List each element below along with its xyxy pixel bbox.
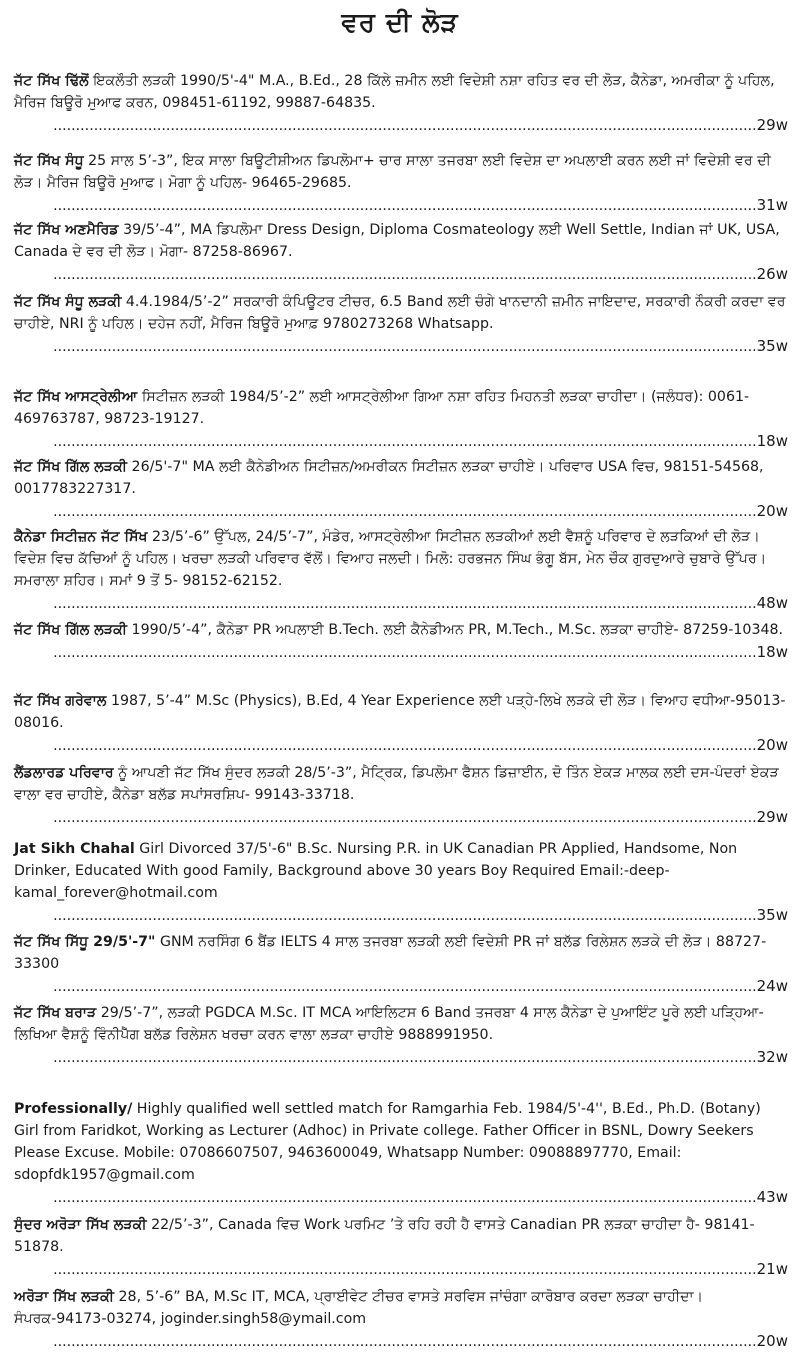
ad-word-count-line: [14, 194, 788, 217]
dot-leader: [53, 908, 757, 924]
ad-headline: ਜੱਟ ਸਿੱਖ ਗਰੇਵਾਲ: [14, 693, 107, 709]
dot-leader: [53, 339, 757, 355]
ad-word-count-line: [14, 641, 788, 664]
page-title: ਵਰ ਦੀ ਲੋੜ: [341, 8, 459, 38]
classified-ad: [14, 1002, 788, 1069]
ad-word-count-line: [14, 430, 788, 453]
classified-ad: [14, 690, 788, 757]
ad-word-count-line: [14, 1046, 788, 1069]
classified-ad: [14, 70, 788, 137]
ad-body: Highly qualified well settled match for Ramgarhia Feb. 1984/5'-4'', B.Ed., Ph.D. (Botany) Girl from Faridkot, Working as Lecturer (Adhoc) in Private college. Father Officer in BSNL, Dowry Seekers Please Excuse. Mobile: 07086607507, 9463600049, Whatsapp Number: 09088897770, Email: sdopfdk1957@gmail.com: [14, 1101, 761, 1183]
dot-leader: [53, 504, 757, 520]
ad-body: 4.4.1984/5’-2” ਸਰਕਾਰੀ ਕੰਪਿਊਟਰ ਟੀਚਰ, 6.5 Band ਲਈ ਚੰਗੇ ਖਾਨਦਾਨੀ ਜ਼ਮੀਨ ਜਾਇਦਾਦ, ਸਰਕਾਰੀ ਨੌਕਰੀ ਕਰਦਾ ਵਰ ਚਾਹੀਏ, NRI ਨੂੰ ਪਹਿਲ। ਦਹੇਜ ਨਹੀਂ, ਮੈਰਿਜ ਬਿਊਰੋ ਮੁਆਫ਼ 9780273268 Whatsapp.: [14, 294, 786, 332]
dot-leader: [53, 1050, 757, 1066]
dot-leader: [53, 979, 757, 995]
ad-headline: ਜੱਟ ਸਿੱਖ ਆਸਟ੍ਰੇਲੀਆ: [14, 389, 138, 405]
dot-leader: [53, 434, 757, 450]
ad-body: GNM ਨਰਸਿੰਗ 6 ਬੈਂਡ IELTS 4 ਸਾਲ ਤਜਰਬਾ ਲੜਕੀ ਲਈ ਵਿਦੇਸ਼ੀ PR ਜਾਂ ਬਲੱਡ ਰਿਲੇਸ਼ਨ ਲੜਕੇ ਦੀ ਲੋੜ। 88727-33300: [14, 934, 767, 972]
classified-ad: [14, 1286, 788, 1353]
ad-word-count: 35w: [756, 906, 788, 924]
dot-leader: [53, 645, 757, 661]
ad-body: 1990/5’-4”, ਕੈਨੇਡਾ PR ਅਪਲਾਈ B.Tech. ਲਈ ਕੈਨੇਡੀਅਨ PR, M.Tech., M.Sc. ਲੜਕਾ ਚਾਹੀਏ- 87259-10348.: [127, 622, 784, 638]
ad-word-count: 43w: [756, 1188, 788, 1206]
ad-headline: ਜੱਟ ਸਿੱਖ ਬਰਾੜ: [14, 1005, 97, 1021]
ad-word-count: 24w: [756, 977, 788, 995]
ad-word-count-line: [14, 1330, 788, 1353]
classified-ad: [14, 931, 788, 998]
ad-body: 39/5’-4”, MA ਡਿਪਲੋਮਾ Dress Design, Diploma Cosmateology ਲਈ Well Settle, Indian ਜਾਂ UK, USA, Canada ਦੇ ਵਰ ਦੀ ਲੋੜ। ਮੋਗਾ- 87258-86967.: [14, 222, 780, 260]
ad-body: ਨੂੰ ਆਪਣੀ ਜੱਟ ਸਿੱਖ ਸੁੰਦਰ ਲੜਕੀ 28/5’-3”, ਮੈਟ੍ਰਿਕ, ਡਿਪਲੋਮਾ ਫੈਸ਼ਨ ਡਿਜ਼ਾਈਨ, ਦੋ ਤਿੰਨ ਏਕੜ ਮਾਲਕ ਲਈ ਦਸ-ਪੰਦਰਾਂ ਏਕੜ ਵਾਲਾ ਵਰ ਚਾਹੀਏ, ਕੈਨੇਡਾ ਬਲੱਡ ਸਪਾਂਸਰਸ਼ਿਪ- 99143-33718.: [14, 765, 779, 803]
ad-word-count: 18w: [756, 643, 788, 661]
classified-ad: [14, 386, 788, 453]
ad-word-count-line: [14, 500, 788, 523]
ad-body: 26/5'-7" MA ਲਈ ਕੈਨੇਡੀਅਨ ਸਿਟੀਜ਼ਨ/ਅਮਰੀਕਨ ਸਿਟੀਜ਼ਨ ਲੜਕਾ ਚਾਹੀਏ। ਪਰਿਵਾਰ USA ਵਿਚ, 98151-54568, 0017783227317.: [14, 459, 764, 497]
ad-body: Girl Divorced 37/5'-6" B.Sc. Nursing P.R. in UK Canadian PR Applied, Handsome, Non Drinker, Educated With good Family, Background above 30 years Boy Required Email:-deep-kamal_forever@hotmail.com: [14, 841, 738, 901]
ad-word-count-line: [14, 263, 788, 286]
classified-ad: [14, 526, 788, 615]
ad-word-count: 32w: [756, 1048, 788, 1066]
ad-word-count-line: [14, 734, 788, 757]
ad-headline: ਅਰੋੜਾ ਸਿੱਖ ਲੜਕੀ: [14, 1289, 115, 1305]
ad-headline: ਜੱਟ ਸਿੱਖ ਗਿੱਲ ਲੜਕੀ: [14, 459, 128, 475]
ad-body: 25 ਸਾਲ 5’-3”, ਇਕ ਸਾਲਾ ਬਿਊਟੀਸ਼ੀਅਨ ਡਿਪਲੋਮਾ+ ਚਾਰ ਸਾਲਾ ਤਜਰਬਾ ਲਈ ਵਿਦੇਸ਼ ਦਾ ਅਪਲਾਈ ਕਰਨ ਲਈ ਜਾਂ ਵਿਦੇਸ਼ੀ ਵਰ ਦੀ ਲੋੜ। ਮੈਰਿਜ ਬਿਊਰੋ ਮੁਆਫ। ਮੋਗਾ ਨੂੰ ਪਹਿਲ- 96465-29685.: [14, 153, 771, 191]
ad-body: ਸਿਟੀਜ਼ਨ ਲੜਕੀ 1984/5’-2” ਲਈ ਆਸਟ੍ਰੇਲੀਆ ਗਿਆ ਨਸ਼ਾ ਰਹਿਤ ਮਿਹਨਤੀ ਲੜਕਾ ਚਾਹੀਦਾ। (ਜਲੰਧਰ): 0061-469763787, 98723-19127.: [14, 389, 750, 427]
ad-headline: ਕੈਨੇਡਾ ਸਿਟੀਜ਼ਨ ਜੱਟ ਸਿੱਖ: [14, 529, 148, 545]
ad-body: 22/5’-3”, Canada ਵਿਚ Work ਪਰਮਿਟ ’ਤੇ ਰਹਿ ਰਹੀ ਹੈ ਵਾਸਤੇ Canadian PR ਲੜਕਾ ਚਾਹੀਦਾ ਹੈ- 98141-51878.: [14, 1217, 755, 1255]
classified-ad: [14, 619, 788, 664]
dot-leader: [53, 810, 757, 826]
ad-word-count: 20w: [756, 1332, 788, 1350]
ad-word-count-line: [14, 592, 788, 615]
ad-headline: ਜੱਟ ਸਿੱਖ ਗਿੱਲ ਲੜਕੀ: [14, 622, 128, 638]
ad-word-count: 26w: [756, 265, 788, 283]
ad-word-count: 29w: [756, 808, 788, 826]
ad-word-count-line: [14, 975, 788, 998]
dot-leader: [53, 738, 757, 754]
ad-word-count: 48w: [756, 594, 788, 612]
ad-word-count: 20w: [756, 736, 788, 754]
ad-headline: Jat Sikh Chahal: [14, 841, 135, 857]
ad-headline: Professionally/: [14, 1101, 133, 1117]
ad-headline: ਜੱਟ ਸਿੱਖ ਢਿੱਲੋਂ: [14, 73, 89, 89]
ad-body: 29/5’-7”, ਲੜਕੀ PGDCA M.Sc. IT MCA ਆਇਲਿਟਸ 6 Band ਤਜਰਬਾ 4 ਸਾਲ ਕੈਨੇਡਾ ਦੇ ਪੁਆਇੰਟ ਪੂਰੇ ਲਈ ਪੜ੍ਹਿਆ-ਲਿਖਿਆ ਵੈਸ਼ਨੂੰ ਵਿੰਨੀਪੈੱਗ ਬਲੱਡ ਰਿਲੇਸ਼ਨ ਖਰਚਾ ਕਰਨ ਵਾਲਾ ਲੜਕਾ ਚਾਹੀਏ 9888991950.: [14, 1005, 764, 1043]
ad-body: ਇਕਲੌਤੀ ਲੜਕੀ 1990/5'-4" M.A., B.Ed., 28 ਕਿੱਲੇ ਜ਼ਮੀਨ ਲਈ ਵਿਦੇਸ਼ੀ ਨਸ਼ਾ ਰਹਿਤ ਵਰ ਦੀ ਲੋੜ, ਕੈਨੇਡਾ, ਅਮਰੀਕਾ ਨੂੰ ਪਹਿਲ, ਮੈਰਿਜ ਬਿਊਰੋ ਮੁਆਫ ਕਰਨ, 098451-61192, 99887-64835.: [14, 73, 775, 111]
ad-word-count: 29w: [756, 116, 788, 134]
ad-word-count-line: [14, 114, 788, 137]
ad-word-count-line: [14, 806, 788, 829]
classified-ad: [14, 219, 788, 286]
dot-leader: [53, 1262, 757, 1278]
dot-leader: [53, 267, 757, 283]
ad-word-count: 21w: [756, 1260, 788, 1278]
ad-headline: ਲੈਂਡਲਾਰਡ ਪਰਿਵਾਰ: [14, 765, 114, 781]
classified-ad: [14, 1214, 788, 1281]
ad-headline: ਜੱਟ ਸਿੱਖ ਸੰਧੂ ਲੜਕੀ: [14, 294, 122, 310]
dot-leader: [53, 1334, 757, 1350]
dot-leader: [53, 596, 757, 612]
ad-headline: ਜੱਟ ਸਿੱਖ ਸੰਧੂ: [14, 153, 84, 169]
classified-ad: [14, 762, 788, 829]
ad-word-count: 20w: [756, 502, 788, 520]
classified-ad: [14, 291, 788, 358]
ad-headline: ਸੁੰਦਰ ਅਰੋੜਾ ਸਿੱਖ ਲੜਕੀ: [14, 1217, 147, 1233]
classified-ad: [14, 1098, 788, 1209]
ad-headline: ਜੱਟ ਸਿੱਖ ਅਣਮੈਰਿਡ: [14, 222, 119, 238]
ad-word-count-line: [14, 1186, 788, 1209]
classified-ad: [14, 838, 788, 927]
ad-body: 1987, 5’-4” M.Sc (Physics), B.Ed, 4 Year Experience ਲਈ ਪੜ੍ਹੇ-ਲਿਖੇ ਲੜਕੇ ਦੀ ਲੋੜ। ਵਿਆਹ ਵਧੀਆ-95013-08016.: [14, 693, 786, 731]
classified-ad: [14, 150, 788, 217]
dot-leader: [53, 118, 757, 134]
ad-word-count-line: [14, 1258, 788, 1281]
ad-word-count: 18w: [756, 432, 788, 450]
dot-leader: [53, 1190, 757, 1206]
ad-headline: ਜੱਟ ਸਿੱਖ ਸਿੱਧੂ 29/5'-7": [14, 934, 156, 950]
ad-word-count-line: [14, 335, 788, 358]
ad-word-count: 35w: [756, 337, 788, 355]
ad-body: 28, 5’-6” BA, M.Sc IT, MCA, ਪ੍ਰਾਈਵੇਟ ਟੀਚਰ ਵਾਸਤੇ ਸਰਵਿਸ ਜਾਂਚੰਗਾ ਕਾਰੋਬਾਰ ਕਰਦਾ ਲੜਕਾ ਚਾਹੀਦਾ। ਸੰਪਰਕ-94173-03274, joginder.singh58@ymail.com: [14, 1289, 704, 1327]
ad-word-count-line: [14, 904, 788, 927]
ad-word-count: 31w: [756, 196, 788, 214]
classified-ad: [14, 456, 788, 523]
dot-leader: [53, 198, 757, 214]
ad-body: 23/5’-6” ਉੱਪਲ, 24/5’-7”, ਮੰਡੇਰ, ਆਸਟ੍ਰੇਲੀਆ ਸਿਟੀਜ਼ਨ ਲੜਕੀਆਂ ਲਈ ਵੈਸ਼ਨੂੰ ਪਰਿਵਾਰ ਦੇ ਲੜਕਿਆਂ ਦੀ ਲੋੜ। ਵਿਦੇਸ਼ ਵਿਚ ਕੱਚਿਆਂ ਨੂੰ ਪਹਿਲ। ਖਰਚਾ ਲੜਕੀ ਪਰਿਵਾਰ ਵੱਲੋਂ। ਵਿਆਹ ਜਲਦੀ। ਮਿਲੋ: ਹਰਭਜਨ ਸਿੰਘ ਭੰਗੂ ਬੱਸ, ਮੇਨ ਚੌਕ ਗੁਰਦੁਆਰੇ ਚੁਬਾਰੇ ਉੱਪਰ। ਸਮਰਾਲਾ ਸ਼ਹਿਰ। ਸਮਾਂ 9 ਤੋਂ 5- 98152-62152.: [14, 529, 767, 589]
